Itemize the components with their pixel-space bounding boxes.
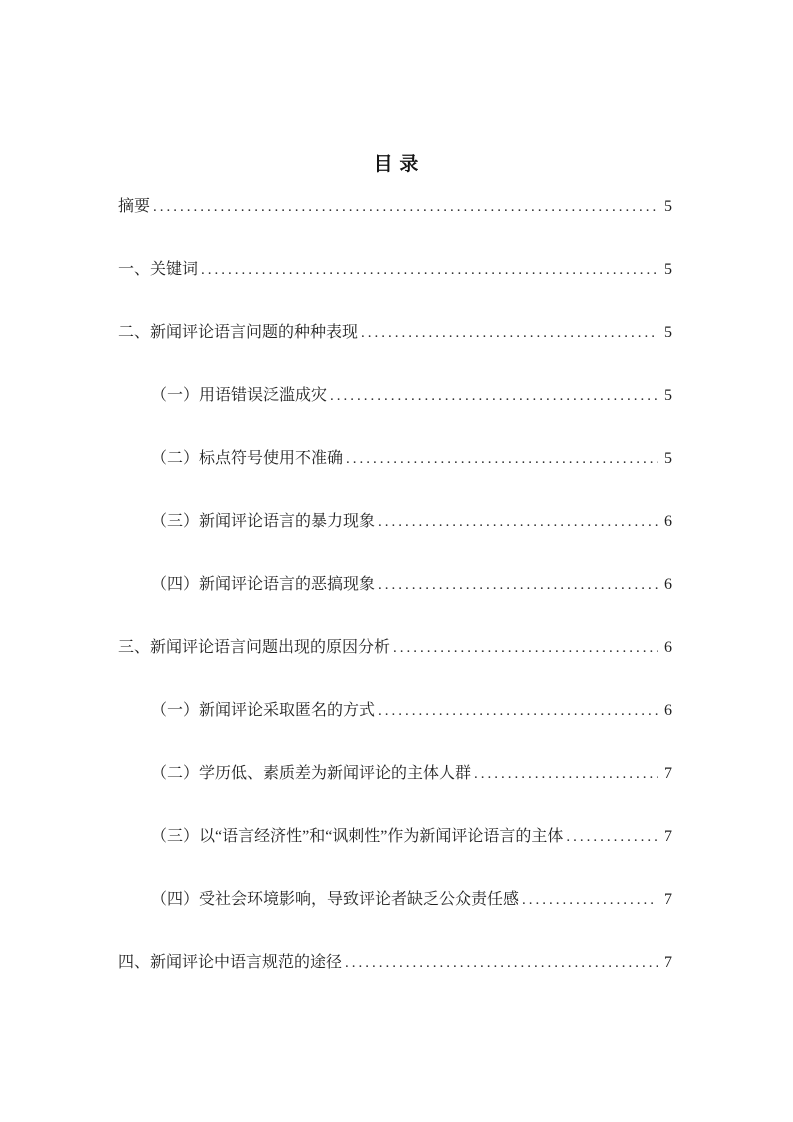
toc-entry-label: （三）以“语言经济性”和“讽刺性”作为新闻评论语言的主体 [151, 828, 564, 845]
toc-entry-label: 一、关键词 [118, 261, 199, 278]
toc-entry[interactable] [118, 742, 672, 805]
dot-leader [378, 554, 658, 617]
toc-entry-page: 5 [664, 261, 672, 278]
toc-entry-page: 7 [664, 765, 672, 782]
dot-leader [346, 428, 658, 491]
dot-leader [345, 932, 658, 995]
toc-entry-page: 6 [664, 576, 672, 593]
toc-entry-page: 6 [664, 639, 672, 656]
dot-leader [153, 176, 658, 239]
toc-entry-page: 6 [664, 513, 672, 530]
toc-entry[interactable] [118, 931, 672, 994]
dot-leader [201, 239, 658, 302]
toc-list [118, 175, 672, 994]
toc-entry-label: 三、新闻评论语言问题出现的原因分析 [118, 639, 391, 656]
toc-entry[interactable] [118, 364, 672, 427]
toc-entry-label: （二）学历低、素质差为新闻评论的主体人群 [151, 765, 472, 782]
toc-entry-label: （一）新闻评论采取匿名的方式 [151, 702, 376, 719]
toc-entry-label: （三）新闻评论语言的暴力现象 [151, 513, 376, 530]
dot-leader [522, 869, 658, 932]
toc-entry-label: （四）新闻评论语言的恶搞现象 [151, 576, 376, 593]
toc-entry-label: 摘要 [118, 198, 151, 215]
dot-leader [330, 365, 658, 428]
toc-entry-page: 5 [664, 198, 672, 215]
toc-entry[interactable] [118, 175, 672, 238]
toc-entry-page: 5 [664, 450, 672, 467]
toc-entry-page: 7 [664, 954, 672, 971]
dot-leader [393, 617, 658, 680]
toc-entry-page: 6 [664, 702, 672, 719]
toc-entry-page: 7 [664, 828, 672, 845]
toc-entry-label: （一）用语错误泛滥成灾 [151, 387, 328, 404]
toc-entry-label: （四）受社会环境影响，导致评论者缺乏公众责任感 [151, 891, 520, 908]
toc-title: 目 录 [373, 154, 420, 175]
toc-entry-label: （二）标点符号使用不准确 [151, 450, 344, 467]
toc-entry[interactable] [118, 301, 672, 364]
toc-entry-page: 5 [664, 387, 672, 404]
dot-leader [378, 680, 658, 743]
toc-entry[interactable] [118, 490, 672, 553]
toc-entry-page: 7 [664, 891, 672, 908]
dot-leader [378, 491, 658, 554]
dot-leader [566, 806, 658, 869]
dot-leader [474, 743, 658, 806]
toc-entry-page: 5 [664, 324, 672, 341]
dot-leader [361, 302, 658, 365]
toc-entry[interactable] [118, 553, 672, 616]
toc-entry[interactable] [118, 427, 672, 490]
toc-entry[interactable] [118, 616, 672, 679]
toc-entry[interactable] [118, 868, 672, 931]
toc-entry[interactable] [118, 805, 672, 868]
toc-entry-label: 四、新闻评论中语言规范的途径 [118, 954, 343, 971]
toc-entry-label: 二、新闻评论语言问题的种种表现 [118, 324, 359, 341]
toc-entry[interactable] [118, 238, 672, 301]
toc-entry[interactable] [118, 679, 672, 742]
